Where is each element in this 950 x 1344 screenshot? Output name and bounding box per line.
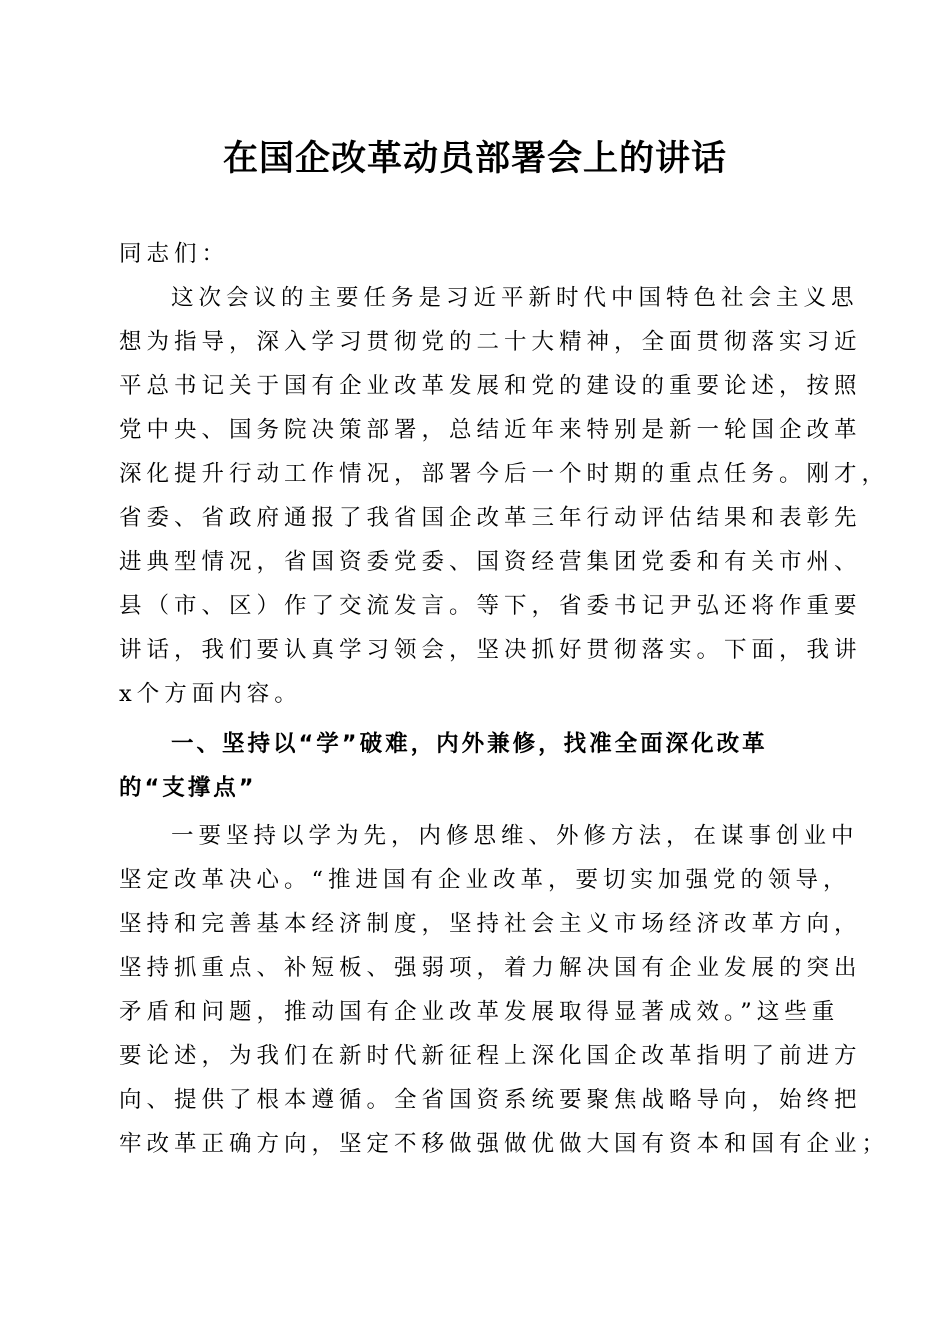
paragraph-line: 党中央、国务院决策部署，总结近年来特别是新一轮国企改革: [119, 417, 862, 443]
paragraph-line: 牢改革正确方向，坚定不移做强做优做大国有资本和国有企业；: [119, 1131, 890, 1157]
paragraph-line: 深化提升行动工作情况，部署今后一个时期的重点任务。刚才，: [119, 461, 890, 487]
greeting: 同志们：: [119, 241, 230, 267]
paragraph-line: 这次会议的主要任务是习近平新时代中国特色社会主义思: [171, 285, 859, 311]
paragraph-intro: [119, 276, 890, 716]
paragraph-line: x个方面内容。: [119, 681, 302, 707]
paragraph-line: 平总书记关于国有企业改革发展和党的建设的重要论述，按照: [119, 373, 862, 399]
paragraph-line: 向、提供了根本遵循。全省国资系统要聚焦战略导向，始终把: [119, 1087, 862, 1113]
paragraph-line: 坚持和完善基本经济制度，坚持社会主义市场经济改革方向，: [119, 911, 862, 937]
paragraph-line: 矛盾和问题，推动国有企业改革发展取得显著成效。”这些重: [119, 999, 840, 1025]
paragraph-line: 想为指导，深入学习贯彻党的二十大精神，全面贯彻落实习近: [119, 329, 862, 355]
paragraph-line: 讲话，我们要认真学习领会，坚决抓好贯彻落实。下面，我讲: [119, 637, 862, 663]
paragraph-section-one: [119, 814, 890, 1166]
paragraph-line: 坚定改革决心。“推进国有企业改革，要切实加强党的领导，: [119, 867, 851, 893]
paragraph-line: 县（市、区）作了交流发言。等下，省委书记尹弘还将作重要: [119, 593, 862, 619]
document-title: 在国企改革动员部署会上的讲话: [222, 138, 727, 179]
paragraph-line: 省委、省政府通报了我省国企改革三年行动评估结果和表彰先: [119, 505, 862, 531]
section-heading: [119, 722, 831, 810]
paragraph-line: 坚持抓重点、补短板、强弱项，着力解决国有企业发展的突出: [119, 955, 862, 981]
heading-line: 一、坚持以“学”破难，内外兼修，找准全面深化改革: [171, 731, 768, 757]
paragraph-line: 要论述，为我们在新时代新征程上深化国企改革指明了前进方: [119, 1043, 862, 1069]
heading-line: 的“支撑点”: [119, 775, 257, 801]
paragraph-line: 一要坚持以学为先，内修思维、外修方法，在谋事创业中: [171, 823, 859, 849]
paragraph-line: 进典型情况，省国资委党委、国资经营集团党委和有关市州、: [119, 549, 862, 575]
